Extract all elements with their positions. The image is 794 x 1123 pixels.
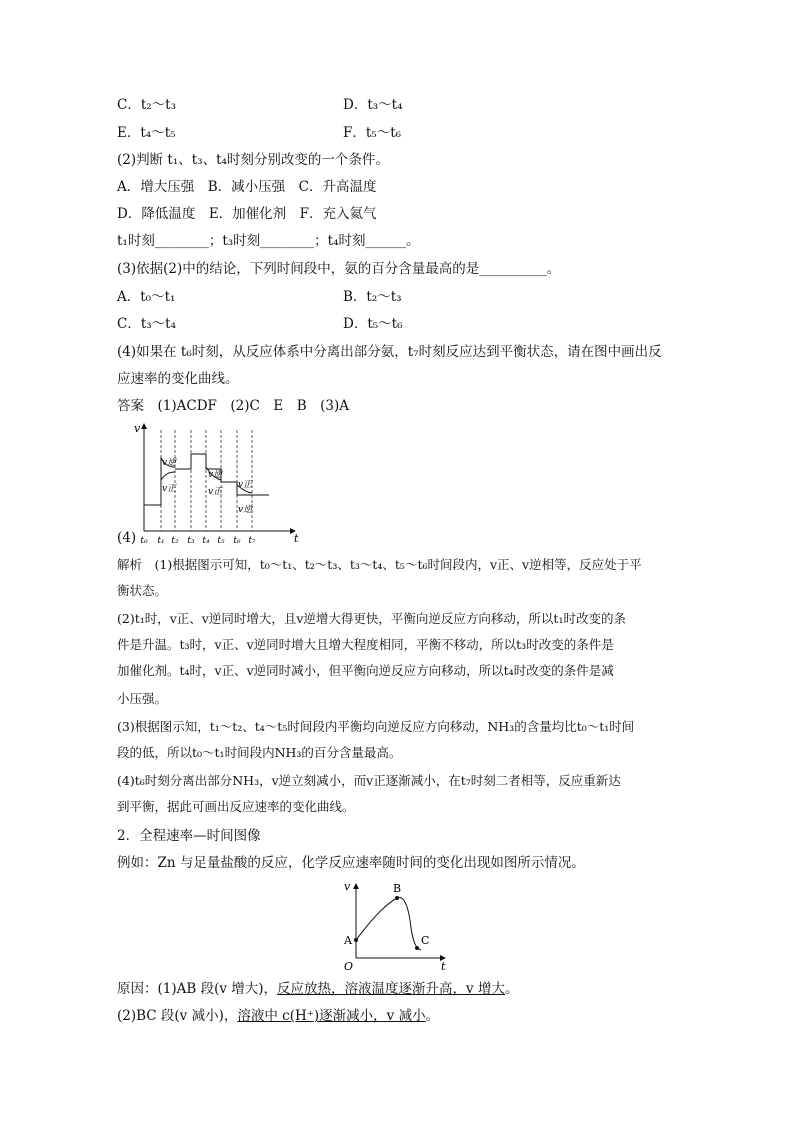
label-c: C [421,934,430,947]
q2-blanks: t₁时刻________；t₃时刻________；t₄时刻______。 [117,233,420,249]
tick-t1: t₁ [157,536,165,546]
y-axis-label: v [134,422,141,435]
section2-example: 例如：Zn 与足量盐酸的反应，化学反应速率随时间的变化出现如图所示情况。 [117,855,585,871]
q4-stem-1: (4)如果在 t₆时刻，从反应体系中分离出部分氨，t₇时刻反应达到平衡状态，请在图中画出反 [117,344,662,360]
tick-t6: t₆ [233,536,241,546]
answer4-label: (4) [117,530,137,546]
reason-bc-end: 。 [425,1008,440,1024]
tick-t4: t₄ [202,536,210,546]
analysis-line-1: 解析 (1)根据图示可知，t₀～t₁、t₂～t₃、t₃～t₄、t₅～t₆时间段内，v正、v逆相等，反应处于平 [117,557,642,572]
reason-ab-prefix: 原因：(1)AB 段(v 增大)， [117,981,278,997]
reason-ab [117,980,518,998]
label-v-forward-3: v正 [238,480,253,490]
reason-bc [117,1007,439,1025]
q3-option-d: D．t₅～t₆ [343,316,403,332]
tick-t5: t₅ [217,536,225,546]
zn-rate-graph [337,878,452,973]
reason-ab-end: 。 [504,981,519,997]
analysis-line-2: 衡状态。 [117,583,168,598]
q2-options-2: D．降低温度 E．加催化剂 F．充入氦气 [117,206,377,222]
label-v-forward-2: v正 [208,487,223,497]
analysis-line-4: 件是升温。t₃时，v正、v逆同时增大且增大程度相同，平衡不移动，所以t₃时改变的条件是 [117,637,614,652]
q3-option-c: C．t₃～t₄ [117,316,177,332]
tick-t0: t₀ [140,536,148,546]
q4-stem-2: 应速率的变化曲线。 [117,371,239,387]
rate-curve [356,897,421,950]
label-v-forward-1: v正 [162,484,177,494]
option-d: D．t₃～t₄ [343,97,403,113]
tick-t3: t₃ [187,536,195,546]
q2-options-1: A．增大压强 B．减小压强 C．升高温度 [117,179,377,195]
x-axis-label: t [441,960,446,973]
analysis-line-7: (3)根据图示知，t₁～t₂、t₄～t₅时间段内平衡均向逆反应方向移动，NH₃的含量均比t₀～t₁时间 [117,719,635,734]
label-b: B [393,882,402,895]
reason-bc-prefix: (2)BC 段(v 减小)， [117,1008,238,1024]
option-c: C．t₂～t₃ [117,97,177,113]
label-v-reverse-1: v逆 [162,458,177,468]
q3-option-a: A．t₀～t₁ [117,289,176,305]
tick-t2: t₂ [171,536,179,546]
x-axis-label: t [294,532,299,545]
point-c [415,946,419,950]
q3-stem: (3)依据(2)中的结论，下列时间段中，氨的百分含量最高的是__________。 [117,261,561,277]
answer-line: 答案 (1)ACDF (2)C E B (3)A [117,398,349,414]
section2-heading: 2．全程速率—时间图像 [117,828,261,844]
analysis-line-6: 小压强。 [117,691,168,706]
point-a [354,938,358,942]
tick-t7: t₇ [248,536,256,546]
option-f: F．t₅～t₆ [343,125,402,141]
rate-time-graph [132,420,307,546]
analysis-line-3: (2)t₁时，v正、v逆同时增大，且v逆增大得更快，平衡向逆反应方向移动，所以t₁时改变的条 [117,611,626,626]
analysis-line-10: 到平衡，据此可画出反应速率的变化曲线。 [117,799,355,814]
origin-label: O [344,960,354,973]
analysis-line-8: 段的低，所以t₀～t₁时间段内NH₃的百分含量最高。 [117,745,402,760]
point-b [395,896,399,900]
analysis-line-5: 加催化剂。t₄时，v正、v逆同时减小，但平衡向逆反应方向移动，所以t₄时改变的条件是减 [117,663,614,678]
q2-stem: (2)判断 t₁、t₃、t₄时刻分别改变的一个条件。 [117,152,389,168]
label-v-reverse-2: v逆 [208,470,223,480]
analysis-line-9: (4)t₆时刻分离出部分NH₃，v逆立刻减小，而v正逐渐减小，在t₇时刻二者相等，反应重新达 [117,773,621,788]
reason-bc-answer: 溶液中 c(H⁺)逐渐减小，v 减小 [237,1008,426,1024]
label-a: A [344,934,352,947]
q3-option-b: B．t₂～t₃ [343,289,402,305]
label-v-reverse-3: v逆 [238,505,253,515]
y-axis-label: v [344,880,351,893]
option-e: E．t₄～t₅ [117,125,176,141]
reason-ab-answer: 反应放热，溶液温度逐渐升高，v 增大 [277,981,505,997]
